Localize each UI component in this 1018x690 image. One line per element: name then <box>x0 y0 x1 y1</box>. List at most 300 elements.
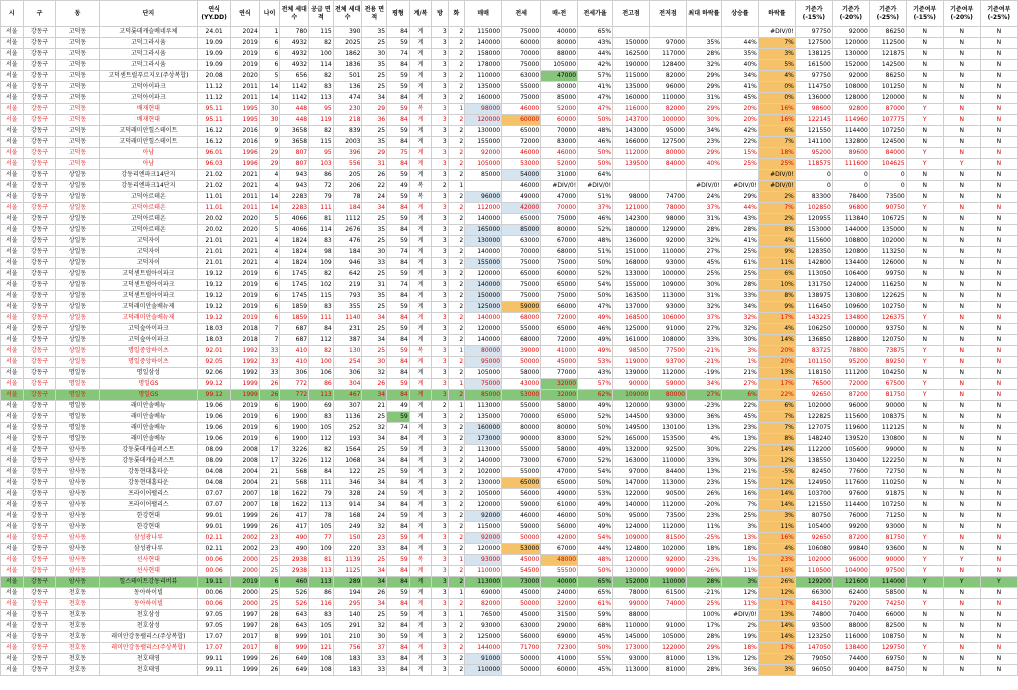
table-cell[interactable]: 88000 <box>541 49 578 60</box>
table-cell[interactable]: 92000 <box>465 148 502 159</box>
table-cell[interactable]: 32000 <box>541 379 578 390</box>
table-cell[interactable]: 25 <box>362 467 387 478</box>
table-cell[interactable]: 명일동 <box>56 368 99 379</box>
table-cell[interactable]: 75000 <box>502 60 541 71</box>
table-cell[interactable]: 34 <box>362 313 387 324</box>
table-cell[interactable]: 150000 <box>613 38 650 49</box>
table-cell[interactable]: 2283 <box>280 192 309 203</box>
table-cell[interactable]: 고덕동 <box>56 49 99 60</box>
table-cell[interactable]: 서울 <box>1 291 24 302</box>
table-cell[interactable]: 3% <box>721 577 758 588</box>
table-cell[interactable]: 124800 <box>613 544 650 555</box>
table-cell[interactable]: 2 <box>448 203 464 214</box>
table-cell[interactable]: 45000 <box>502 555 541 566</box>
table-cell[interactable]: N <box>980 192 1017 203</box>
table-cell[interactable]: 101 <box>309 632 334 643</box>
table-cell[interactable]: 3 <box>432 599 448 610</box>
table-cell[interactable]: 84 <box>387 456 410 467</box>
table-cell[interactable]: 2000 <box>231 588 260 599</box>
table-cell[interactable]: 강동구 <box>23 379 56 390</box>
table-cell[interactable]: 6 <box>259 313 280 324</box>
table-cell[interactable]: 11% <box>686 522 721 533</box>
table-cell[interactable]: N <box>943 456 980 467</box>
table-cell[interactable]: N <box>980 665 1017 676</box>
table-cell[interactable]: 328 <box>333 489 362 500</box>
table-cell[interactable]: 59 <box>387 346 410 357</box>
table-cell[interactable]: 96.01 <box>198 148 231 159</box>
table-cell[interactable]: 1992 <box>231 357 260 368</box>
table-cell[interactable]: 72750 <box>869 467 906 478</box>
table-cell[interactable]: 114960 <box>832 115 869 126</box>
table-cell[interactable]: 29 <box>259 159 280 170</box>
table-cell[interactable] <box>613 170 650 181</box>
table-cell[interactable]: 118150 <box>795 368 832 379</box>
table-cell[interactable]: 30 <box>362 632 387 643</box>
table-cell[interactable]: 127500 <box>795 38 832 49</box>
table-cell[interactable]: 92800 <box>832 104 869 115</box>
table-cell[interactable]: 65% <box>578 27 613 38</box>
table-cell[interactable]: 강동구 <box>23 335 56 346</box>
table-cell[interactable]: 43% <box>578 368 613 379</box>
table-cell[interactable]: 계 <box>409 500 432 511</box>
table-cell[interactable]: 2018 <box>231 324 260 335</box>
table-cell[interactable]: 아남 <box>99 159 198 170</box>
table-cell[interactable]: 70000 <box>502 247 541 258</box>
table-cell[interactable]: 암사동 <box>56 467 99 478</box>
table-cell[interactable]: 70400 <box>832 610 869 621</box>
table-cell[interactable]: 17% <box>758 599 795 610</box>
table-cell[interactable]: -5% <box>758 467 795 478</box>
table-cell[interactable]: N <box>906 137 943 148</box>
table-cell[interactable]: 3 <box>432 533 448 544</box>
table-cell[interactable]: 강동구 <box>23 489 56 500</box>
table-cell[interactable]: 2 <box>448 500 464 511</box>
table-cell[interactable]: 47% <box>578 104 613 115</box>
table-cell[interactable]: 3 <box>432 632 448 643</box>
table-cell[interactable]: 115 <box>309 291 334 302</box>
table-cell[interactable]: 상일동 <box>56 214 99 225</box>
table-cell[interactable]: 강동구 <box>23 302 56 313</box>
table-cell[interactable]: 계 <box>409 225 432 236</box>
table-row[interactable] <box>1 203 1018 214</box>
table-cell[interactable]: 고덕아이파크 <box>99 93 198 104</box>
table-cell[interactable]: 31% <box>686 93 721 104</box>
table-cell[interactable]: Y <box>906 599 943 610</box>
table-cell[interactable]: 95000 <box>613 511 650 522</box>
table-cell[interactable]: 25 <box>362 82 387 93</box>
table-cell[interactable]: 2938 <box>280 555 309 566</box>
table-cell[interactable]: N <box>980 126 1017 137</box>
table-cell[interactable]: 86 <box>309 170 334 181</box>
table-cell[interactable]: 115 <box>309 27 334 38</box>
table-cell[interactable]: 3658 <box>280 126 309 137</box>
table-cell[interactable]: 109600 <box>832 302 869 313</box>
table-cell[interactable]: 59000 <box>502 302 541 313</box>
table-cell[interactable]: 2021 <box>231 181 260 192</box>
table-cell[interactable]: 25 <box>362 269 387 280</box>
table-cell[interactable]: 5 <box>259 71 280 82</box>
table-cell[interactable]: 명일동 <box>56 390 99 401</box>
table-cell[interactable]: 643 <box>280 610 309 621</box>
table-cell[interactable]: N <box>943 478 980 489</box>
table-cell[interactable]: 62% <box>578 390 613 401</box>
table-row[interactable] <box>1 632 1018 643</box>
table-cell[interactable]: 계 <box>409 665 432 676</box>
table-cell[interactable]: 25% <box>721 269 758 280</box>
table-cell[interactable]: Y <box>906 390 943 401</box>
table-cell[interactable]: N <box>980 445 1017 456</box>
table-cell[interactable]: 30 <box>259 115 280 126</box>
table-cell[interactable]: 6 <box>259 269 280 280</box>
table-cell[interactable]: 강동구 <box>23 71 56 82</box>
table-cell[interactable]: 55% <box>578 654 613 665</box>
table-cell[interactable]: 68000 <box>502 313 541 324</box>
table-cell[interactable]: 110000 <box>613 621 650 632</box>
table-cell[interactable]: 90400 <box>832 665 869 676</box>
table-cell[interactable]: N <box>943 192 980 203</box>
table-cell[interactable]: 3226 <box>280 456 309 467</box>
table-cell[interactable]: 112 <box>309 434 334 445</box>
table-row[interactable] <box>1 192 1018 203</box>
table-cell[interactable]: 서울 <box>1 82 24 93</box>
table-cell[interactable]: 50% <box>578 643 613 654</box>
table-cell[interactable]: 121875 <box>869 49 906 60</box>
table-cell[interactable]: 3 <box>432 280 448 291</box>
table-cell[interactable]: 35 <box>362 137 387 148</box>
table-cell[interactable]: 1997 <box>231 621 260 632</box>
table-cell[interactable]: N <box>980 467 1017 478</box>
table-cell[interactable]: 129000 <box>650 225 687 236</box>
table-cell[interactable]: 20.02 <box>198 225 231 236</box>
table-cell[interactable]: 3 <box>432 291 448 302</box>
table-cell[interactable]: 1836 <box>333 60 362 71</box>
table-cell[interactable]: 19.06 <box>198 401 231 412</box>
table-cell[interactable]: 19.11 <box>198 577 231 588</box>
table-cell[interactable]: 132800 <box>832 137 869 148</box>
table-cell[interactable]: 35% <box>686 38 721 49</box>
table-cell[interactable]: 서울 <box>1 412 24 423</box>
table-cell[interactable]: 73875 <box>869 346 906 357</box>
table-cell[interactable]: 140000 <box>613 500 650 511</box>
table-cell[interactable]: 65000 <box>541 324 578 335</box>
table-cell[interactable]: 155000 <box>465 258 502 269</box>
table-cell[interactable]: 3658 <box>280 137 309 148</box>
table-cell[interactable]: 120000 <box>613 555 650 566</box>
table-cell[interactable]: 69000 <box>541 632 578 643</box>
table-cell[interactable]: 24% <box>686 192 721 203</box>
table-cell[interactable]: 강동구 <box>23 93 56 104</box>
table-cell[interactable]: 148240 <box>795 434 832 445</box>
table-cell[interactable]: N <box>943 665 980 676</box>
column-header[interactable]: 연식 (YY.DD) <box>198 1 231 27</box>
table-cell[interactable]: 5% <box>758 60 795 71</box>
table-cell[interactable]: N <box>980 137 1017 148</box>
table-cell[interactable]: 선사현대 <box>99 555 198 566</box>
table-cell[interactable]: -21% <box>686 346 721 357</box>
table-cell[interactable]: 복 <box>409 181 432 192</box>
table-cell[interactable]: 프라이어팰리스 <box>99 500 198 511</box>
table-cell[interactable]: 41% <box>721 82 758 93</box>
table-cell[interactable]: 410 <box>280 346 309 357</box>
table-cell[interactable]: 73000 <box>502 577 541 588</box>
table-cell[interactable]: 119000 <box>613 357 650 368</box>
table-cell[interactable]: 25 <box>259 566 280 577</box>
table-cell[interactable]: 강동현대홈타운 <box>99 467 198 478</box>
table-cell[interactable]: N <box>943 38 980 49</box>
table-cell[interactable]: 0 <box>869 170 906 181</box>
table-cell[interactable]: 100000 <box>832 324 869 335</box>
table-cell[interactable]: 107250 <box>869 126 906 137</box>
table-cell[interactable]: 서울 <box>1 401 24 412</box>
table-cell[interactable]: 210 <box>333 632 362 643</box>
table-row[interactable] <box>1 159 1018 170</box>
table-cell[interactable]: 76500 <box>465 610 502 621</box>
table-cell[interactable]: 19.06 <box>198 434 231 445</box>
table-cell[interactable]: N <box>943 170 980 181</box>
table-cell[interactable]: 116450 <box>795 302 832 313</box>
table-cell[interactable]: 84 <box>387 357 410 368</box>
table-cell[interactable]: 2 <box>432 401 448 412</box>
table-cell[interactable]: 79050 <box>795 654 832 665</box>
table-cell[interactable]: 래미안솔베뉴 <box>99 412 198 423</box>
table-cell[interactable]: N <box>943 280 980 291</box>
table-cell[interactable]: N <box>906 610 943 621</box>
table-cell[interactable]: 126375 <box>869 313 906 324</box>
table-row[interactable] <box>1 500 1018 511</box>
table-cell[interactable]: 107250 <box>869 500 906 511</box>
table-cell[interactable]: 14 <box>259 192 280 203</box>
table-cell[interactable]: 45000 <box>502 588 541 599</box>
table-cell[interactable]: N <box>906 258 943 269</box>
table-cell[interactable]: 2 <box>448 159 464 170</box>
table-cell[interactable]: 59 <box>387 632 410 643</box>
table-cell[interactable]: 476 <box>333 236 362 247</box>
table-cell[interactable]: 108800 <box>832 236 869 247</box>
table-cell[interactable]: 6 <box>259 412 280 423</box>
table-cell[interactable]: N <box>943 533 980 544</box>
table-cell[interactable]: 97000 <box>613 467 650 478</box>
table-cell[interactable]: 41000 <box>541 346 578 357</box>
table-cell[interactable]: 30% <box>686 280 721 291</box>
table-cell[interactable]: 117000 <box>650 49 687 60</box>
table-cell[interactable]: N <box>943 71 980 82</box>
table-cell[interactable]: 53000 <box>502 544 541 555</box>
table-row[interactable] <box>1 302 1018 313</box>
table-cell[interactable]: 13% <box>721 533 758 544</box>
table-cell[interactable]: 84 <box>387 621 410 632</box>
table-cell[interactable]: 190000 <box>613 60 650 71</box>
table-cell[interactable]: 4 <box>259 236 280 247</box>
table-cell[interactable]: 서울 <box>1 346 24 357</box>
table-cell[interactable]: 4% <box>758 236 795 247</box>
table-cell[interactable]: 112000 <box>613 148 650 159</box>
table-cell[interactable]: N <box>943 621 980 632</box>
table-cell[interactable]: 140 <box>333 610 362 621</box>
table-cell[interactable]: 00.06 <box>198 599 231 610</box>
table-cell[interactable] <box>613 27 650 38</box>
table-cell[interactable]: 강동구 <box>23 60 56 71</box>
table-cell[interactable]: 강동리엔파크14단지 <box>99 181 198 192</box>
table-cell[interactable]: 31% <box>686 291 721 302</box>
table-cell[interactable]: 102850 <box>795 203 832 214</box>
table-cell[interactable]: 2 <box>448 511 464 522</box>
table-cell[interactable]: N <box>980 181 1017 192</box>
table-cell[interactable]: 84 <box>387 335 410 346</box>
table-cell[interactable]: 서울 <box>1 302 24 313</box>
column-header[interactable]: 공급 면적 <box>309 1 334 27</box>
table-row[interactable] <box>1 621 1018 632</box>
table-cell[interactable]: 4% <box>758 324 795 335</box>
table-cell[interactable]: 113000 <box>650 291 687 302</box>
table-cell[interactable]: 서울 <box>1 610 24 621</box>
table-cell[interactable]: N <box>980 423 1017 434</box>
table-cell[interactable]: N <box>906 401 943 412</box>
table-cell[interactable]: 60000 <box>541 665 578 676</box>
table-cell[interactable]: 45% <box>578 632 613 643</box>
table-cell[interactable]: 66300 <box>795 588 832 599</box>
table-cell[interactable]: 91875 <box>869 489 906 500</box>
table-cell[interactable]: 72000 <box>832 379 869 390</box>
table-cell[interactable]: 81000 <box>650 654 687 665</box>
table-cell[interactable]: 0 <box>832 170 869 181</box>
table-cell[interactable]: 355 <box>333 302 362 313</box>
table-cell[interactable]: N <box>906 335 943 346</box>
table-cell[interactable]: 130800 <box>869 434 906 445</box>
table-cell[interactable]: 205 <box>333 170 362 181</box>
table-row[interactable] <box>1 247 1018 258</box>
table-cell[interactable]: 3 <box>432 115 448 126</box>
table-cell[interactable]: N <box>980 555 1017 566</box>
table-cell[interactable]: 1 <box>448 588 464 599</box>
table-cell[interactable] <box>686 170 721 181</box>
table-cell[interactable]: 90000 <box>869 401 906 412</box>
table-cell[interactable]: 2 <box>448 170 464 181</box>
table-cell[interactable]: 32000 <box>541 599 578 610</box>
table-cell[interactable]: 165000 <box>613 434 650 445</box>
table-cell[interactable]: 고덕래미안솔베뉴제 <box>99 313 198 324</box>
table-cell[interactable]: N <box>906 632 943 643</box>
table-cell[interactable]: 강동구 <box>23 258 56 269</box>
table-cell[interactable]: 고덕아르테온 <box>99 214 198 225</box>
table-cell[interactable]: 65% <box>578 588 613 599</box>
table-cell[interactable]: 115000 <box>465 27 502 38</box>
table-row[interactable] <box>1 522 1018 533</box>
column-header[interactable]: 계/복 <box>409 1 432 27</box>
table-cell[interactable]: 계 <box>409 280 432 291</box>
table-cell[interactable]: 강동구 <box>23 632 56 643</box>
table-cell[interactable] <box>686 27 721 38</box>
table-cell[interactable]: 160000 <box>613 93 650 104</box>
table-row[interactable] <box>1 643 1018 654</box>
table-cell[interactable]: 112125 <box>869 423 906 434</box>
table-cell[interactable]: 3 <box>432 60 448 71</box>
table-cell[interactable]: 84 <box>387 291 410 302</box>
table-cell[interactable]: 30 <box>362 247 387 258</box>
table-cell[interactable]: 계 <box>409 115 432 126</box>
table-cell[interactable]: 7% <box>758 412 795 423</box>
table-cell[interactable]: 강동구 <box>23 181 56 192</box>
table-cell[interactable]: N <box>906 324 943 335</box>
table-cell[interactable]: N <box>980 335 1017 346</box>
table-cell[interactable]: 84 <box>387 544 410 555</box>
table-cell[interactable]: 2 <box>448 313 464 324</box>
table-cell[interactable]: 72000 <box>541 313 578 324</box>
table-cell[interactable]: N <box>980 368 1017 379</box>
table-cell[interactable]: 강동구 <box>23 115 56 126</box>
table-cell[interactable]: N <box>980 544 1017 555</box>
table-cell[interactable]: 140000 <box>465 38 502 49</box>
table-cell[interactable]: 복 <box>409 104 432 115</box>
table-cell[interactable]: 50% <box>578 115 613 126</box>
table-cell[interactable]: 29 <box>259 148 280 159</box>
table-cell[interactable]: 107775 <box>869 115 906 126</box>
table-cell[interactable]: 48% <box>578 236 613 247</box>
table-cell[interactable]: 22 <box>362 181 387 192</box>
table-row[interactable] <box>1 280 1018 291</box>
table-cell[interactable]: 113000 <box>465 401 502 412</box>
column-header[interactable]: 화 <box>448 1 464 27</box>
table-cell[interactable]: 암사동 <box>56 533 99 544</box>
table-cell[interactable]: 80000 <box>541 38 578 49</box>
table-cell[interactable]: 49 <box>387 181 410 192</box>
table-cell[interactable]: 19.12 <box>198 269 231 280</box>
table-cell[interactable]: 93500 <box>795 621 832 632</box>
table-cell[interactable]: 65000 <box>502 478 541 489</box>
table-cell[interactable]: 상일동 <box>56 313 99 324</box>
table-cell[interactable]: 동아하이빌 <box>99 599 198 610</box>
table-cell[interactable]: N <box>906 412 943 423</box>
table-cell[interactable]: 2019 <box>231 423 260 434</box>
table-cell[interactable]: 명일GS <box>99 379 198 390</box>
table-cell[interactable]: 2 <box>448 632 464 643</box>
table-cell[interactable]: 93000 <box>613 654 650 665</box>
table-cell[interactable]: 서울 <box>1 533 24 544</box>
table-cell[interactable]: 1136 <box>333 412 362 423</box>
table-cell[interactable]: N <box>980 115 1017 126</box>
table-cell[interactable]: 28% <box>721 225 758 236</box>
table-cell[interactable]: 33 <box>362 258 387 269</box>
table-cell[interactable]: 암사동 <box>56 456 99 467</box>
table-cell[interactable]: 강동구 <box>23 313 56 324</box>
table-cell[interactable]: 67500 <box>869 379 906 390</box>
table-cell[interactable]: 57% <box>578 379 613 390</box>
table-cell[interactable]: N <box>943 247 980 258</box>
table-cell[interactable]: 17.07 <box>198 643 231 654</box>
table-cell[interactable]: 2 <box>448 82 464 93</box>
table-cell[interactable]: 306 <box>280 368 309 379</box>
table-cell[interactable]: 105000 <box>465 159 502 170</box>
table-cell[interactable]: 83 <box>309 610 334 621</box>
table-cell[interactable]: 42000 <box>541 533 578 544</box>
table-cell[interactable]: 102000 <box>650 544 687 555</box>
table-cell[interactable]: 천호삼성 <box>99 610 198 621</box>
table-cell[interactable]: 00.06 <box>198 588 231 599</box>
table-cell[interactable]: N <box>943 49 980 60</box>
table-cell[interactable]: 고덕아르테온 <box>99 225 198 236</box>
table-cell[interactable]: 4 <box>259 170 280 181</box>
table-cell[interactable]: 65000 <box>541 478 578 489</box>
table-cell[interactable]: 02.11 <box>198 544 231 555</box>
table-cell[interactable]: 2017 <box>231 632 260 643</box>
table-cell[interactable]: 고덕동 <box>56 137 99 148</box>
table-cell[interactable]: 120000 <box>832 38 869 49</box>
table-cell[interactable]: N <box>943 335 980 346</box>
table-cell[interactable]: N <box>906 544 943 555</box>
table-cell[interactable]: 839 <box>333 126 362 137</box>
table-cell[interactable]: 서울 <box>1 467 24 478</box>
table-cell[interactable]: 85000 <box>502 225 541 236</box>
table-cell[interactable]: 23 <box>259 544 280 555</box>
